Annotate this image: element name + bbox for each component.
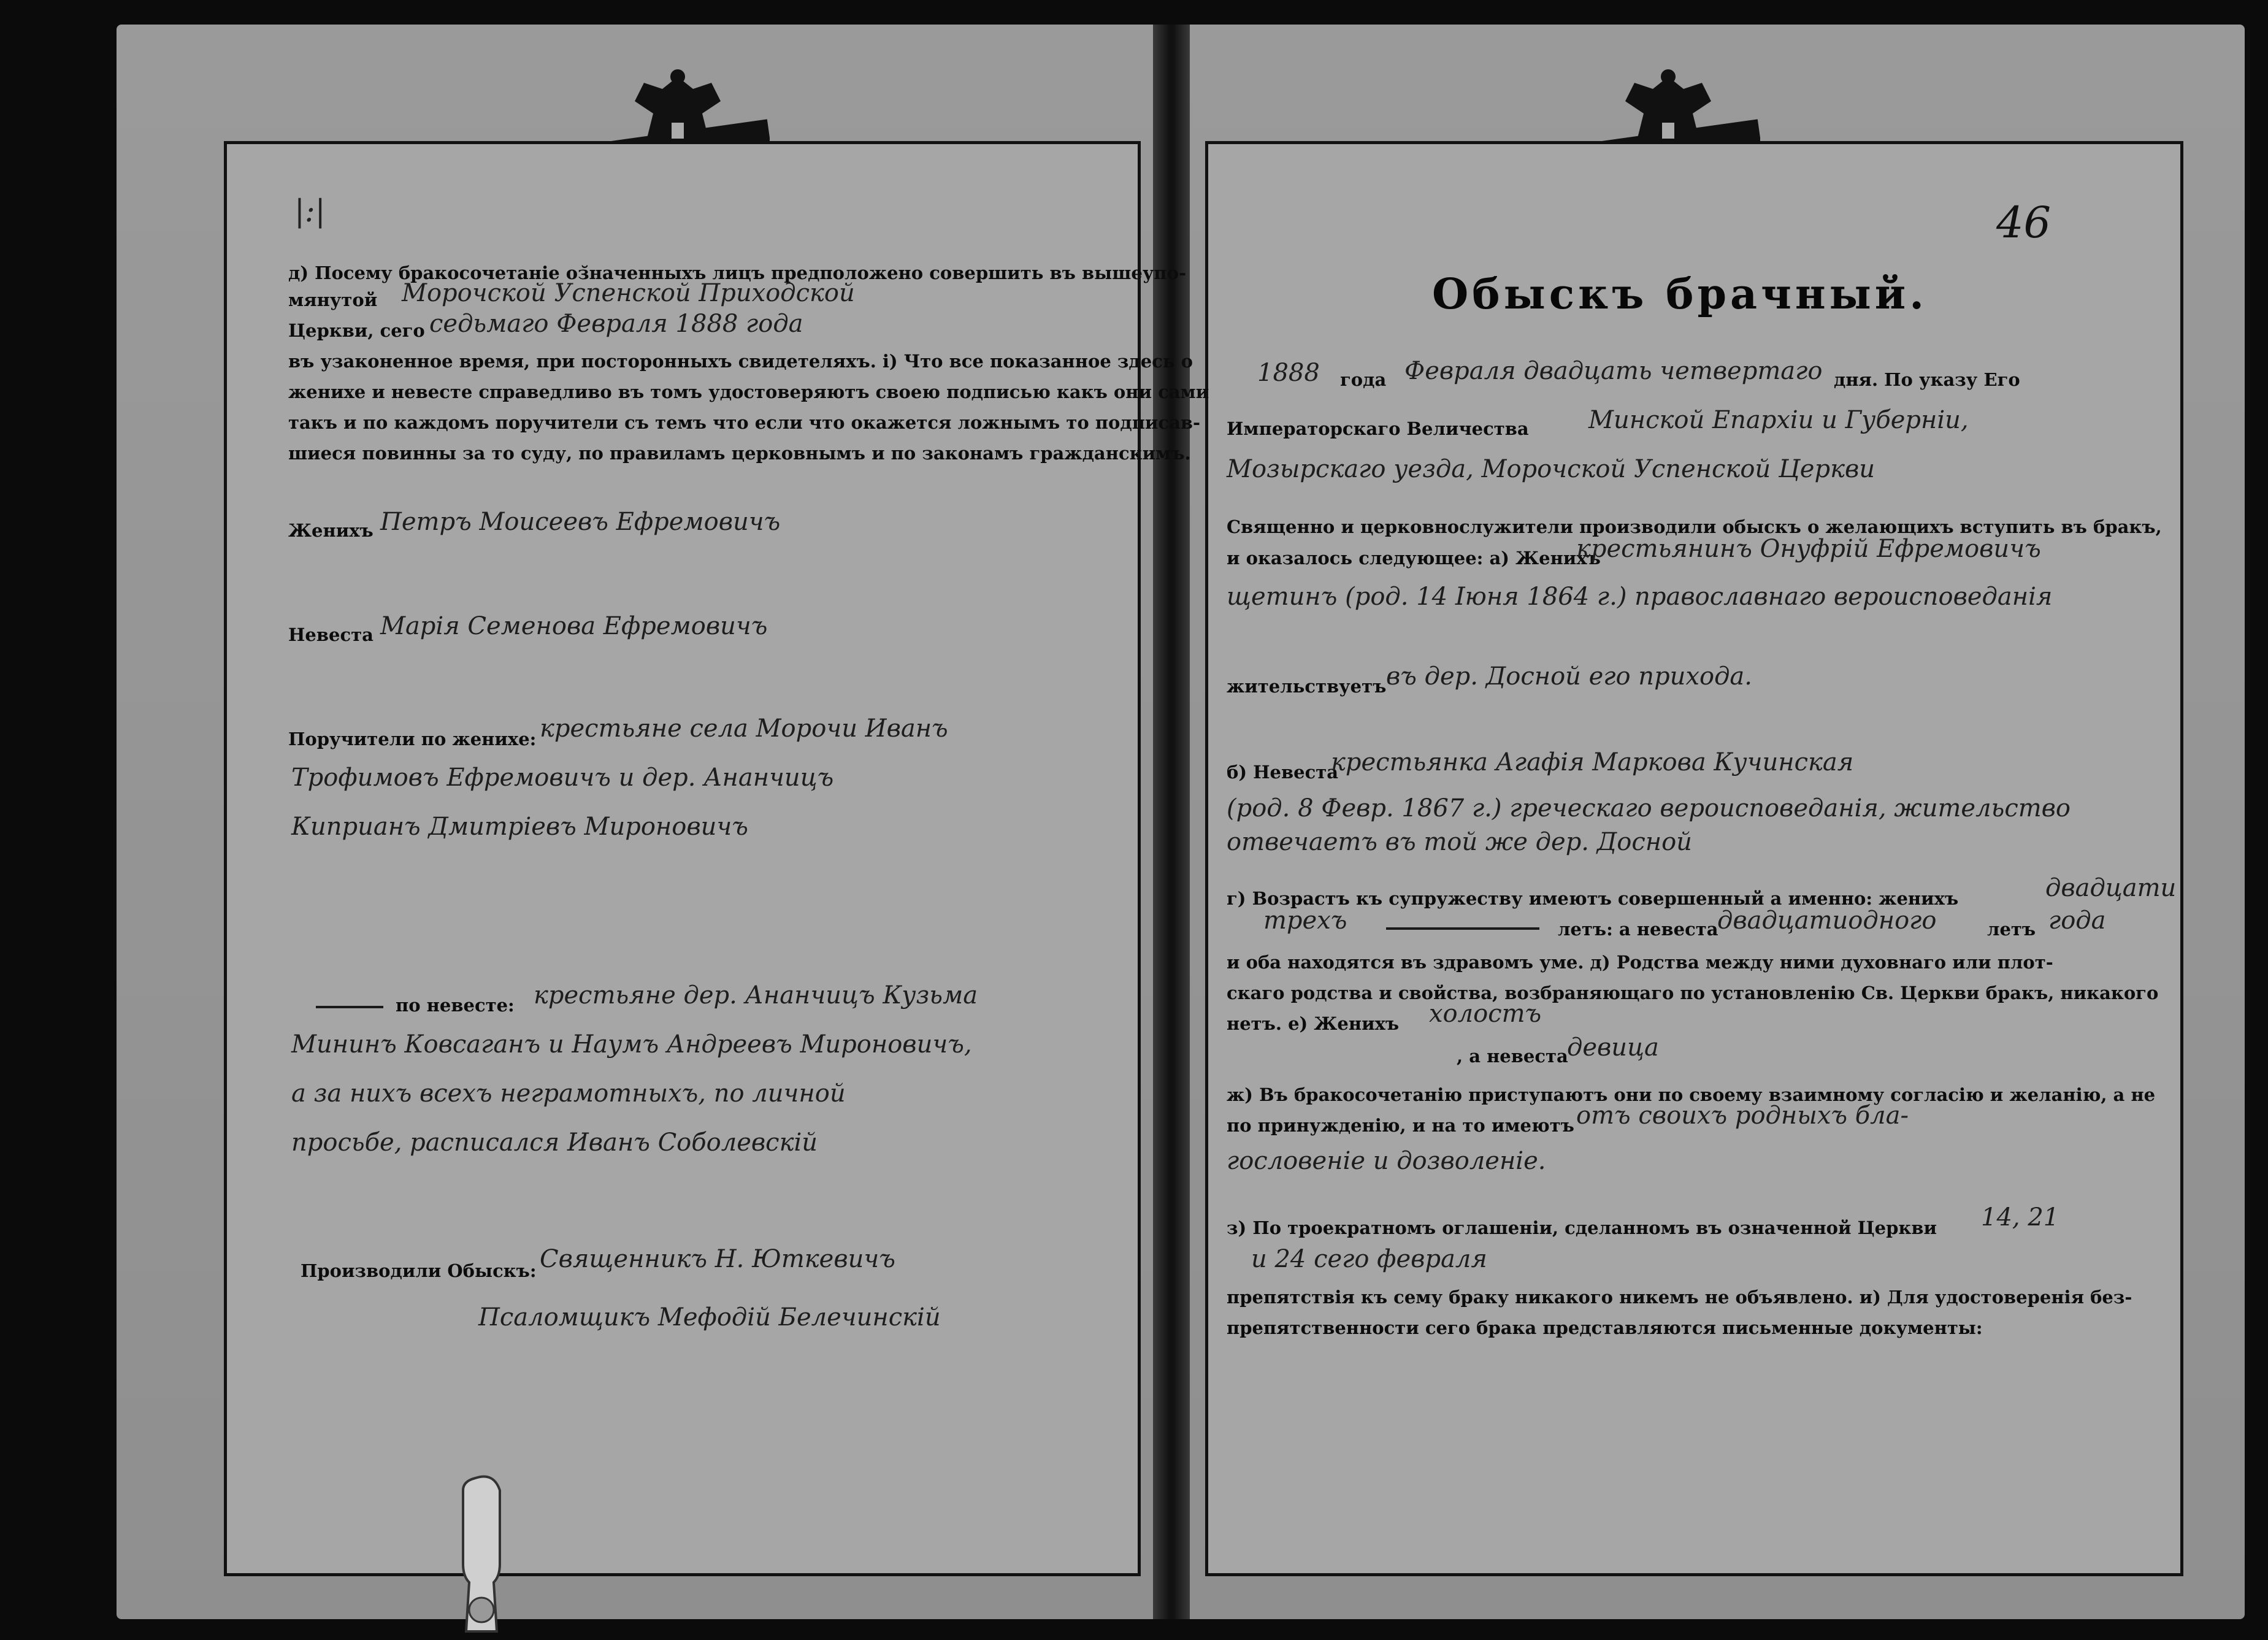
bride-name: Марiя Семенова Ефремовичъ [380, 612, 768, 640]
line5-label: и оказалось следующее: а) Женихъ [1227, 548, 1601, 569]
clause-d-line2-label: мянутой [288, 289, 378, 310]
bride-guarantor-line: Мининъ Ковсаганъ и Наумъ Андреевъ Мироновичъ, [291, 1030, 972, 1059]
banns-dates-handwritten-2: и 24 сего февраля [1251, 1245, 1487, 1273]
groom-guarantors-label: Поручители по женихе: [288, 729, 537, 749]
groom-name: Петръ Моисеевъ Ефремовичъ [380, 508, 781, 536]
blessing-handwritten: отъ своихъ родныхъ бла- [1576, 1102, 1909, 1130]
bride-birth-handwritten: (род. 8 Февр. 1867 г.) греческаго вероисповеданiя, жительство [1227, 794, 2071, 822]
age-clause-2: летъ: а невеста [1558, 919, 1718, 940]
bride-guarantors-label: по невесте: [396, 995, 515, 1016]
investigators-label: Производили Обыскъ: [301, 1260, 537, 1281]
clause-d-line6: такъ и по каждомъ поручители съ темъ что если что окажется ложнымъ то подписав- [288, 412, 1201, 433]
line1-label: года [1340, 369, 1387, 390]
residence-label: жительствуетъ [1227, 676, 1387, 697]
page-number: 46 [1996, 197, 2052, 248]
diocese-handwritten: Минской Епархiи и Губернiи, [1588, 406, 1969, 434]
bride-age-handwritten-end: года [2048, 906, 2106, 935]
bride-residence-handwritten: отвечаетъ въ той же дер. Досной [1227, 828, 1692, 856]
bride-guarantor-line: а за нихъ всехъ неграмотныхъ, по личной [291, 1079, 846, 1108]
bride-guarantor-line: просьбе, расписался Иванъ Соболевскiй [291, 1128, 818, 1157]
bride-status-label: , а невеста [1457, 1046, 1568, 1067]
margin-marks: |:| [294, 193, 326, 229]
bride-guarantor-line: крестьяне дер. Ананчицъ Кузьма [534, 981, 978, 1010]
clause-d-line4: въ узаконенное время, при посторонныхъ свидетеляхъ. і) Что все показанное здесь о [288, 351, 1193, 372]
age-clause: г) Возрастъ къ супружеству имеютъ совершенный а именно: женихъ [1227, 888, 1959, 909]
line2-label: Императорскаго Величества [1227, 418, 1529, 439]
consent-line1: ж) Въ бракосочетанiю приступаютъ они по своему взаимному согласiю и желанiю, а не [1227, 1084, 2156, 1105]
right-page-frame [1205, 141, 2183, 1576]
clause-d-line5: женихе и невесте справедливо въ томъ удостоверяютъ своею подписью какъ они сами [288, 381, 1209, 402]
record-year: 1888 [1257, 359, 1320, 387]
banns-line1: з) По троекратномъ оглашенiи, сделанномъ въ означенной Церкви [1227, 1217, 1937, 1238]
bride-status-handwritten: девица [1567, 1033, 1659, 1062]
groom-guarantor-line: крестьяне села Морочи Иванъ [540, 715, 948, 743]
marital-status-label: нетъ. е) Женихъ [1227, 1013, 1400, 1034]
clause-d-line1: д) Посему бракосочетанiе оз̆наченныхъ лицъ предположено совершить въ вышеупо- [288, 262, 1187, 283]
groom-age-handwritten: двадцати [2045, 874, 2177, 902]
groom-residence: въ дер. Досной его прихода. [1386, 662, 1752, 691]
church-name-handwritten: Морочской Успенской Приходской [402, 279, 855, 307]
wedding-date-handwritten: седьмаго Февраля 1888 года [429, 310, 803, 338]
groom-handwritten: крестьянинъ Онуфрiй Ефремовичъ [1576, 535, 2041, 563]
banns-line3: препятствiя къ сему браку никакого никемъ не объявлено. и) Для удостоверенiя без- [1227, 1287, 2132, 1308]
groom-age-handwritten: трехъ [1263, 906, 1347, 935]
kinship-line2: скаго родства и свойства, возбраняющаго по установленiю Св. Церкви бракъ, никакого [1227, 983, 2159, 1003]
banns-dates-handwritten: 14, 21 [1981, 1203, 2059, 1232]
dash-rule [1386, 927, 1539, 930]
consent-line2: по принужденiю, и на то имеютъ [1227, 1115, 1574, 1136]
document-title: Обыскъ брачный. [1432, 270, 1928, 319]
groom-birth-handwritten: щетинъ (род. 14 Iюня 1864 г.) православнаго вероисповеданiя [1227, 583, 2053, 611]
banns-line4: препятственности сего брака представляются письменные документы: [1227, 1317, 1983, 1338]
investigator-signature: Священникъ Н. Юткевичъ [540, 1245, 895, 1273]
bride-handwritten: крестьянка Агафiя Маркова Кучинская [1331, 748, 1854, 776]
bride-label: б) Невеста [1227, 762, 1339, 783]
blessing-handwritten-2: гословенiе и дозволенiе. [1227, 1147, 1546, 1175]
dash-rule [316, 1006, 383, 1008]
line1-label-end: дня. По указу Его [1834, 369, 2020, 390]
kinship-line1: и оба находятся въ здравомъ уме. д) Родства между ними духовнаго или плот- [1227, 952, 2053, 973]
groom-status-handwritten: холостъ [1429, 1000, 1542, 1028]
clause-d-line7: шиеся повинны за то суду, по правиламъ церковнымъ и по законамъ гражданскимъ. [288, 443, 1191, 464]
investigator-signature: Псаломщикъ Мефодiй Белечинскiй [478, 1303, 941, 1332]
bride-label: Невеста [288, 624, 374, 645]
record-date: Февраля двадцать четвертаго [1404, 357, 1823, 385]
book-clasp [442, 1472, 521, 1638]
church-handwritten: Мозырскаго уезда, Морочской Успенской Церкви [1227, 455, 1875, 483]
groom-label: Женихъ [288, 520, 374, 541]
groom-guarantor-line: Киприанъ Дмитрiевъ Мироновичъ [291, 813, 748, 841]
line4: Священно и церковнослужители производили обыскъ о желающихъ вступить въ бракъ, [1227, 516, 2162, 537]
bride-age-handwritten: двадцатиодного [1717, 906, 1937, 935]
age-clause-years: летъ [1987, 919, 2036, 940]
clause-d-line3-label: Церкви, сего [288, 320, 425, 341]
groom-guarantor-line: Трофимовъ Ефремовичъ и дер. Ананчицъ [291, 764, 834, 792]
